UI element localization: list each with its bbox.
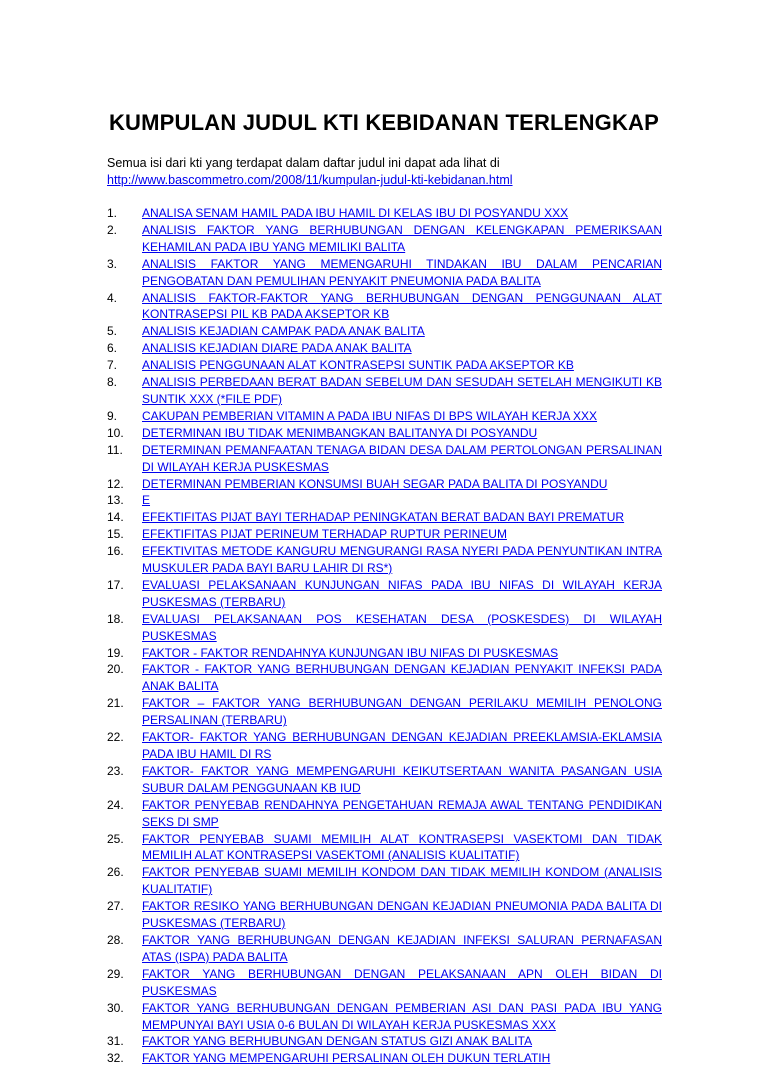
list-item-number: 27. (107, 899, 124, 914)
list-item-number: 31. (107, 1034, 124, 1049)
list-item (107, 442, 662, 476)
list-item-number: 14. (107, 510, 124, 525)
list-item-link[interactable]: FAKTOR PENYEBAB SUAMI MEMILIH KONDOM DAN TIDAK MEMILIH KONDOM (ANALISIS KUALITATIF) (142, 865, 662, 897)
list-item-number: 20. (107, 662, 124, 677)
list-item (107, 695, 662, 729)
list-item-number: 10. (107, 425, 124, 440)
list-item-link[interactable]: EFEKTIVITAS METODE KANGURU MENGURANGI RASA NYERI PADA PENYUNTIKAN INTRA MUSKULER PADA BAYI BARU LAHIR DI RS*) (142, 544, 662, 576)
list-item-number: 9. (107, 408, 118, 423)
list-item-link[interactable]: FAKTOR - FAKTOR RENDAHNYA KUNJUNGAN IBU NIFAS DI PUSKESMAS (142, 645, 559, 660)
list-item (107, 408, 662, 425)
list-item (107, 476, 662, 493)
list-item-link[interactable]: FAKTOR PENYEBAB RENDAHNYA PENGETAHUAN REMAJA AWAL TENTANG PENDIDIKAN SEKS DI SMP (142, 797, 662, 829)
list-item-number: 8. (107, 375, 118, 390)
list-item (107, 492, 662, 509)
list-item (107, 290, 662, 324)
list-item-number: 15. (107, 527, 124, 542)
list-item-number: 2. (107, 222, 118, 237)
list-item-number: 29. (107, 966, 124, 981)
list-item (107, 374, 662, 408)
list-item-link[interactable]: FAKTOR PENYEBAB SUAMI MEMILIH ALAT KONTRASEPSI VASEKTOMI DAN TIDAK MEMILIH ALAT KONTRASEPSI VASEKTOMI (ANALISIS KUALITATIF) (142, 831, 662, 863)
intro-text: Semua isi dari kti yang terdapat dalam daftar judul ini dapat ada lihat di (107, 156, 500, 170)
list-item-number: 25. (107, 831, 124, 846)
list-item-link[interactable]: EVALUASI PELAKSANAAN KUNJUNGAN NIFAS PADA IBU NIFAS DI WILAYAH KERJA PUSKESMAS (TERBARU) (142, 577, 662, 609)
list-item (107, 577, 662, 611)
list-item (107, 509, 662, 526)
list-item (107, 661, 662, 695)
list-item-number: 4. (107, 290, 118, 305)
list-item-link[interactable]: FAKTOR YANG BERHUBUNGAN DENGAN STATUS GIZI ANAK BALITA (142, 1034, 533, 1049)
list-item-number: 19. (107, 645, 124, 660)
list-item-link[interactable]: FAKTOR - FAKTOR YANG BERHUBUNGAN DENGAN KEJADIAN PENYAKIT INFEKSI PADA ANAK BALITA (142, 662, 662, 694)
list-item-number: 6. (107, 341, 118, 356)
list-item-link[interactable]: ANALISIS PERBEDAAN BERAT BADAN SEBELUM DAN SESUDAH SETELAH MENGIKUTI KB SUNTIK XXX (*FILE PDF) (142, 375, 662, 406)
list-item (107, 222, 662, 256)
list-item-link[interactable]: FAKTOR- FAKTOR YANG BERHUBUNGAN DENGAN KEJADIAN PREEKLAMSIA-EKLAMSIA PADA IBU HAMIL DI RS (142, 730, 662, 761)
list-item (107, 357, 662, 374)
list-item-number: 12. (107, 476, 124, 491)
list-item-link[interactable]: FAKTOR YANG MEMPENGARUHI PERSALINAN OLEH DUKUN TERLATIH (142, 1051, 551, 1066)
list-item-link[interactable]: EFEKTIFITAS PIJAT PERINEUM TERHADAP RUPTUR PERINEUM (142, 527, 507, 542)
list-item (107, 797, 662, 831)
list-item (107, 611, 662, 645)
list-item-link[interactable]: EVALUASI PELAKSANAAN POS KESEHATAN DESA (POSKESDES) DI WILAYAH PUSKESMAS (142, 611, 662, 643)
list-item-number: 7. (107, 358, 118, 373)
list-item (107, 645, 662, 662)
source-link[interactable]: http://www.bascommetro.com/2008/11/kumpulan-judul-kti-kebidanan.html (107, 173, 513, 187)
title-list (107, 205, 662, 1067)
list-item (107, 526, 662, 543)
list-item (107, 763, 662, 797)
list-item-number: 32. (107, 1051, 124, 1066)
list-item-link[interactable]: DETERMINAN IBU TIDAK MENIMBANGKAN BALITANYA DI POSYANDU (142, 425, 538, 440)
list-item (107, 729, 662, 763)
list-item (107, 256, 662, 290)
list-item (107, 831, 662, 865)
list-item-link[interactable]: ANALISIS KEJADIAN DIARE PADA ANAK BALITA (142, 341, 412, 356)
list-item-link[interactable]: DETERMINAN PEMBERIAN KONSUMSI BUAH SEGAR PADA BALITA DI POSYANDU (142, 476, 608, 491)
list-item-link[interactable]: EFEKTIFITAS PIJAT BAYI TERHADAP PENINGKATAN BERAT BADAN BAYI PREMATUR (142, 510, 625, 525)
list-item-number: 17. (107, 577, 124, 592)
list-item-link[interactable]: DETERMINAN PEMANFAATAN TENAGA BIDAN DESA DALAM PERTOLONGAN PERSALINAN DI WILAYAH KERJA PUSKESMAS (142, 442, 662, 474)
list-item-link[interactable]: ANALISA SENAM HAMIL PADA IBU HAMIL DI KELAS IBU DI POSYANDU XXX (142, 206, 569, 220)
list-item (107, 1000, 662, 1034)
list-item-number: 30. (107, 1000, 124, 1015)
list-item-link[interactable]: ANALISIS PENGGUNAAN ALAT KONTRASEPSI SUNTIK PADA AKSEPTOR KB (142, 358, 574, 373)
list-item-number: 21. (107, 696, 124, 711)
list-item-link[interactable]: ANALISIS FAKTOR YANG BERHUBUNGAN DENGAN KELENGKAPAN PEMERIKSAAN KEHAMILAN PADA IBU YANG MEMILIKI BALITA (142, 222, 662, 254)
list-item-link[interactable]: FAKTOR YANG BERHUBUNGAN DENGAN KEJADIAN INFEKSI SALURAN PERNAFASAN ATAS (ISPA) PADA BALITA (142, 932, 662, 964)
list-item-number: 1. (107, 206, 118, 220)
list-item-link[interactable]: CAKUPAN PEMBERIAN VITAMIN A PADA IBU NIFAS DI BPS WILAYAH KERJA XXX (142, 408, 598, 423)
list-item (107, 323, 662, 340)
list-item-number: 16. (107, 544, 124, 559)
list-item-link[interactable]: FAKTOR RESIKO YANG BERHUBUNGAN DENGAN KEJADIAN PNEUMONIA PADA BALITA DI PUSKESMAS (TERBARU) (142, 899, 662, 931)
list-item-link[interactable]: FAKTOR – FAKTOR YANG BERHUBUNGAN DENGAN PERILAKU MEMILIH PENOLONG PERSALINAN (TERBARU) (142, 696, 662, 728)
list-item-number: 5. (107, 324, 118, 339)
page-title: KUMPULAN JUDUL KTI KEBIDANAN TERLENGKAP (108, 110, 660, 135)
list-item-number: 23. (107, 763, 124, 778)
list-item-link[interactable]: ANALISIS KEJADIAN CAMPAK PADA ANAK BALITA (142, 324, 425, 339)
list-item-number: 3. (107, 256, 118, 271)
list-item (107, 543, 662, 577)
list-item-link[interactable]: E (142, 493, 151, 508)
list-item-link[interactable]: FAKTOR- FAKTOR YANG MEMPENGARUHI KEIKUTSERTAAN WANITA PASANGAN USIA SUBUR DALAM PENGGUNAAN KB IUD (142, 763, 662, 795)
list-item-link[interactable]: ANALISIS FAKTOR-FAKTOR YANG BERHUBUNGAN DENGAN PENGGUNAAN ALAT KONTRASEPSI PIL KB PADA AKSEPTOR KB (142, 290, 662, 322)
list-item-link[interactable]: ANALISIS FAKTOR YANG MEMENGARUHI TINDAKAN IBU DALAM PENCARIAN PENGOBATAN DAN PEMULIHAN PENYAKIT PNEUMONIA PADA BALITA (142, 256, 662, 288)
list-item-number: 11. (107, 442, 123, 457)
list-item (107, 425, 662, 442)
list-item (107, 966, 662, 1000)
list-item-number: 28. (107, 932, 124, 947)
list-item (107, 1033, 662, 1050)
list-item (107, 932, 662, 966)
list-item (107, 205, 662, 222)
list-item (107, 898, 662, 932)
list-item-number: 13. (107, 493, 124, 508)
list-item-number: 26. (107, 865, 124, 880)
list-item (107, 340, 662, 357)
intro-paragraph (107, 155, 667, 189)
list-item-number: 22. (107, 730, 124, 745)
list-item (107, 864, 662, 898)
list-item-link[interactable]: FAKTOR YANG BERHUBUNGAN DENGAN PELAKSANAAN APN OLEH BIDAN DI PUSKESMAS (142, 966, 662, 998)
list-item-number: 24. (107, 797, 124, 812)
list-item-link[interactable]: FAKTOR YANG BERHUBUNGAN DENGAN PEMBERIAN ASI DAN PASI PADA IBU YANG MEMPUNYAI BAYI USIA 0-6 BULAN DI WILAYAH KERJA PUSKESMAS XXX (142, 1000, 662, 1032)
list-item (107, 1050, 662, 1067)
list-item-number: 18. (107, 611, 124, 626)
